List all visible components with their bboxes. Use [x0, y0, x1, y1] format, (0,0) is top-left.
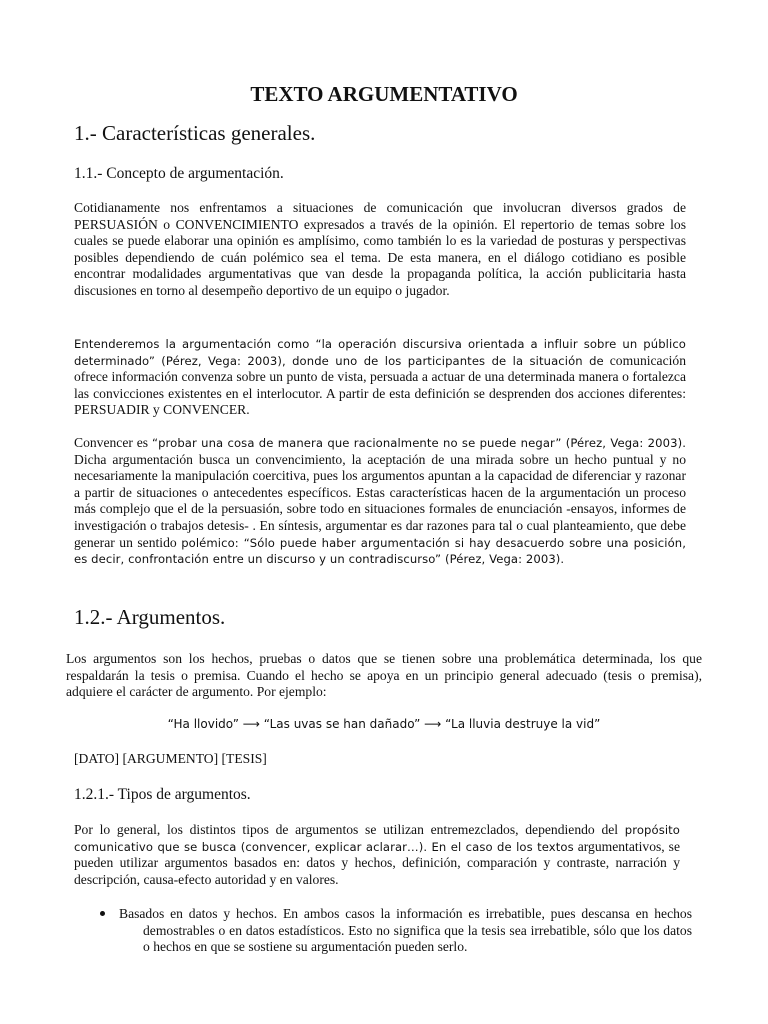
paragraph-3-quote: “probar una cosa de manera que racionalmente no se puede negar” (Pérez, Vega: 2003). — [151, 436, 686, 450]
paragraph-2-quote: Entenderemos la argumentación como “la operación discursiva orientada a influir sobre un público determinado” (Pérez, Vega: 2003), donde uno de los participantes de la situación de — [74, 337, 686, 368]
paragraph-3-start: Convencer es — [74, 435, 152, 450]
subsection-heading-1-2-1: 1.2.1.- Tipos de argumentos. — [74, 786, 251, 803]
paragraph-1: Cotidianamente nos enfrentamos a situaciones de comunicación que involucran diversos grados de PERSUASIÓN o CONVENCIMIENTO expresados a través de la opinión. El repertorio de temas sobre los cuales se puede elaborar una opinión es amplísimo, como también lo es la variedad de posturas y perspectivas posibles dependiendo de cuán polémico sea el tema. De esta manera, en el diálogo cotidiano es posible encontrar modalidades argumentativas que van desde la propaganda política, la acción publicitaria hasta discusiones en torno al desempeño deportivo de un equipo o jugador. — [74, 200, 686, 298]
section-heading-1: 1.- Características generales. — [74, 121, 316, 145]
subsection-heading-1-1: 1.1.- Concepto de argumentación. — [74, 165, 284, 182]
paragraph-5 — [74, 822, 680, 888]
paragraph-3-mid: Dicha argumentación busca un convencimiento, la aceptación de una mirada sobre un hecho puntual y no necesariamente la manipulación coercitiva, pues los argumentos apuntan a la capacidad de diferenciar y razonar a partir de situaciones o antecedentes específicos. Estas características hacen de la argumentación un proceso más complejo que el de la persuasión, sobre todo en situaciones formales de enunciación -ensayos, informes de investigación o trabajos detesis- . En síntesis, argumentar es dar razones para tal o cual planteamiento, que debe generar un sentido — [74, 451, 686, 550]
bullet-item-1: Basados en datos y hechos. En ambos casos la información es irrebatible, pues descansa en hechos demostrables o en datos estadísticos. Esto no significa que la tesis sea irrebatible, sólo que los datos o hechos en que se sostiene su argumentación pueden serlo. — [119, 906, 692, 955]
bullet-list — [100, 906, 692, 956]
paragraph-3 — [74, 435, 686, 568]
paragraph-4: Los argumentos son los hechos, pruebas o datos que se tienen sobre una problemática determinada, los que respaldarán la tesis o premisa. Cuando el hecho se apoya en un principio general adecuado (tesis o premisa), adquiere el carácter de argumento. Por ejemplo: — [66, 651, 702, 700]
argument-example: “Ha llovido” ⟶ “Las uvas se han dañado” ⟶ “La lluvia destruye la vid” — [167, 717, 601, 731]
document-title: TEXTO ARGUMENTATIVO — [250, 82, 518, 106]
bullet-dot-icon — [100, 911, 105, 916]
paragraph-5-alt: propósito comunicativo que se busca (convencer, explicar aclarar…). En el caso de los textos — [74, 823, 680, 854]
section-heading-1-2: 1.2.- Argumentos. — [74, 605, 226, 629]
paragraph-2 — [74, 336, 686, 419]
paragraph-5-end: argumentativos, se pueden utilizar argumentos basados en: datos y hechos, definición, comparación y contraste, narración y descripción, causa-efecto autoridad y en valores. — [74, 838, 680, 887]
paragraph-3-end: polémico: “Sólo puede haber argumentación si hay desacuerdo sobre una posición, es decir, confrontación entre un discurso y un contradiscurso” (Pérez, Vega: 2003). — [74, 535, 686, 567]
argument-labels: [DATO] [ARGUMENTO] [TESIS] — [74, 751, 267, 766]
paragraph-2-rest: comunicación ofrece información convenza sobre un punto de vista, persuada a actuar de una determinada manera o fortalezca las convicciones existentes en el interlocutor. A partir de esta definición se desprenden dos acciones diferentes: PERSUADIR y CONVENCER. — [74, 352, 686, 418]
paragraph-5-start: Por lo general, los distintos tipos de argumentos se utilizan entremezclados, dependiendo del — [74, 822, 625, 837]
